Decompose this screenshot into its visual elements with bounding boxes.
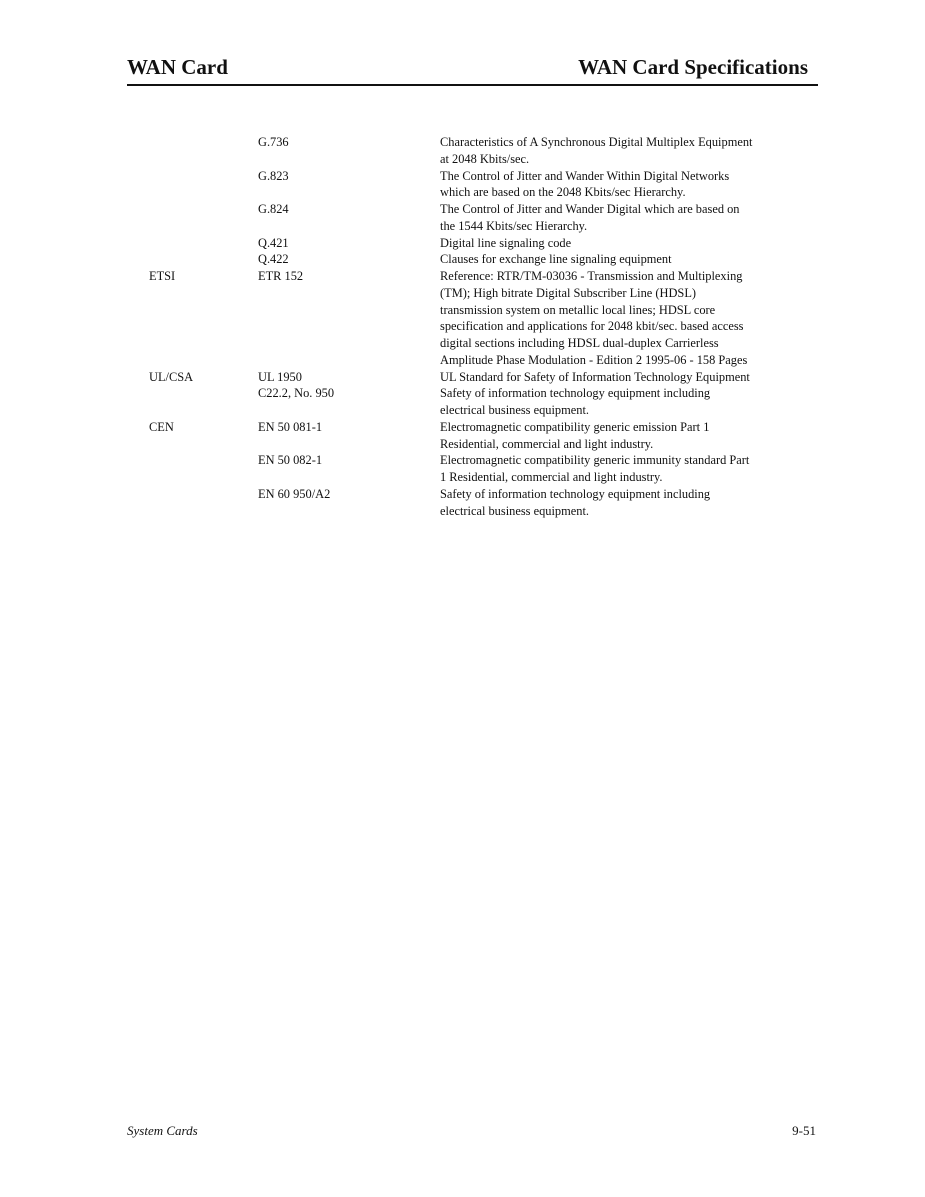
description-line: Characteristics of A Synchronous Digital Multiplex Equipment: [440, 135, 753, 149]
description-line: which are based on the 2048 Kbits/sec Hierarchy.: [440, 185, 686, 200]
standard-cell: Q.422: [258, 252, 289, 267]
standard-cell: UL 1950: [258, 369, 302, 384]
description-line: Electromagnetic compatibility generic immunity standard Part: [440, 453, 750, 468]
description-line: Electromagnetic compatibility generic emission Part 1: [440, 419, 710, 434]
table-row: [149, 168, 809, 202]
description-line: transmission system on metallic local lines; HDSL core: [440, 302, 716, 317]
standard-cell: EN 60 950/A2: [258, 486, 331, 501]
standard-cell: G.736: [258, 135, 289, 149]
organization-cell: [149, 168, 258, 202]
description-line: electrical business equipment.: [440, 403, 589, 417]
description-line: Safety of information technology equipment including: [440, 386, 711, 401]
page-number: 9-51: [792, 1123, 816, 1138]
description-line: digital sections including HDSL dual-duplex Carrierless: [440, 336, 719, 350]
description-cell: [440, 201, 790, 235]
organization-cell: [149, 235, 258, 252]
standard-cell: G.823: [258, 168, 289, 183]
description-line: at 2048 Kbits/sec.: [440, 151, 530, 166]
description-cell: [440, 168, 790, 202]
standard-cell: Q.421: [258, 235, 289, 250]
section-title: WAN Card Specifications: [578, 55, 808, 79]
description-line: 1 Residential, commercial and light industry.: [440, 470, 663, 484]
table-row: [149, 486, 809, 520]
organization-cell: [149, 486, 258, 520]
description-cell: [440, 268, 790, 369]
description-cell: [440, 486, 790, 520]
table-row: [149, 385, 809, 419]
description-line: Reference: RTR/TM-03036 - Transmission and Multiplexing: [440, 269, 743, 283]
organization-cell: [149, 452, 258, 486]
table-row: [149, 452, 809, 486]
organization-cell: [149, 251, 258, 268]
organization-cell: [149, 201, 258, 235]
table-row: [149, 235, 809, 252]
standard-cell: C22.2, No. 950: [258, 386, 335, 401]
description-line: Residential, commercial and light industry.: [440, 436, 654, 451]
chapter-title: WAN Card: [127, 55, 228, 79]
description-cell: [440, 452, 790, 486]
description-line: specification and applications for 2048 kbit/sec. based access: [440, 319, 744, 334]
organization-cell: UL/CSA: [149, 369, 194, 384]
table-row: [149, 201, 809, 235]
table-row: [149, 134, 809, 168]
table-row: [149, 268, 809, 369]
table-row: [149, 251, 809, 268]
standard-cell: G.824: [258, 202, 289, 216]
description-line: (TM); High bitrate Digital Subscriber Line (HDSL): [440, 285, 697, 300]
description-line: The Control of Jitter and Wander Within Digital Networks: [440, 168, 730, 183]
standards-table: [149, 134, 809, 519]
organization-cell: CEN: [149, 419, 174, 434]
footer-section: System Cards: [127, 1123, 198, 1138]
description-cell: [440, 385, 790, 419]
organization-cell: [149, 385, 258, 419]
description-line: Amplitude Phase Modulation - Edition 2 1995-06 - 158 Pages: [440, 352, 748, 367]
standard-cell: EN 50 082-1: [258, 453, 323, 468]
description-line: The Control of Jitter and Wander Digital which are based on: [440, 202, 740, 216]
description-cell: [440, 419, 790, 453]
description-cell: [440, 235, 790, 252]
page-header: [127, 54, 818, 86]
standard-cell: ETR 152: [258, 269, 304, 283]
table-row: [149, 369, 809, 386]
organization-cell: ETSI: [149, 269, 176, 283]
description-line: the 1544 Kbits/sec Hierarchy.: [440, 218, 588, 233]
description-cell: [440, 251, 790, 268]
description-cell: [440, 369, 790, 386]
description-line: Digital line signaling code: [440, 235, 572, 250]
description-line: UL Standard for Safety of Information Technology Equipment: [440, 369, 750, 384]
standard-cell: EN 50 081-1: [258, 419, 323, 434]
description-line: electrical business equipment.: [440, 503, 589, 518]
organization-cell: [149, 134, 258, 168]
table-row: [149, 419, 809, 453]
description-line: Safety of information technology equipment including: [440, 486, 711, 501]
description-cell: [440, 134, 790, 168]
description-line: Clauses for exchange line signaling equipment: [440, 252, 672, 267]
